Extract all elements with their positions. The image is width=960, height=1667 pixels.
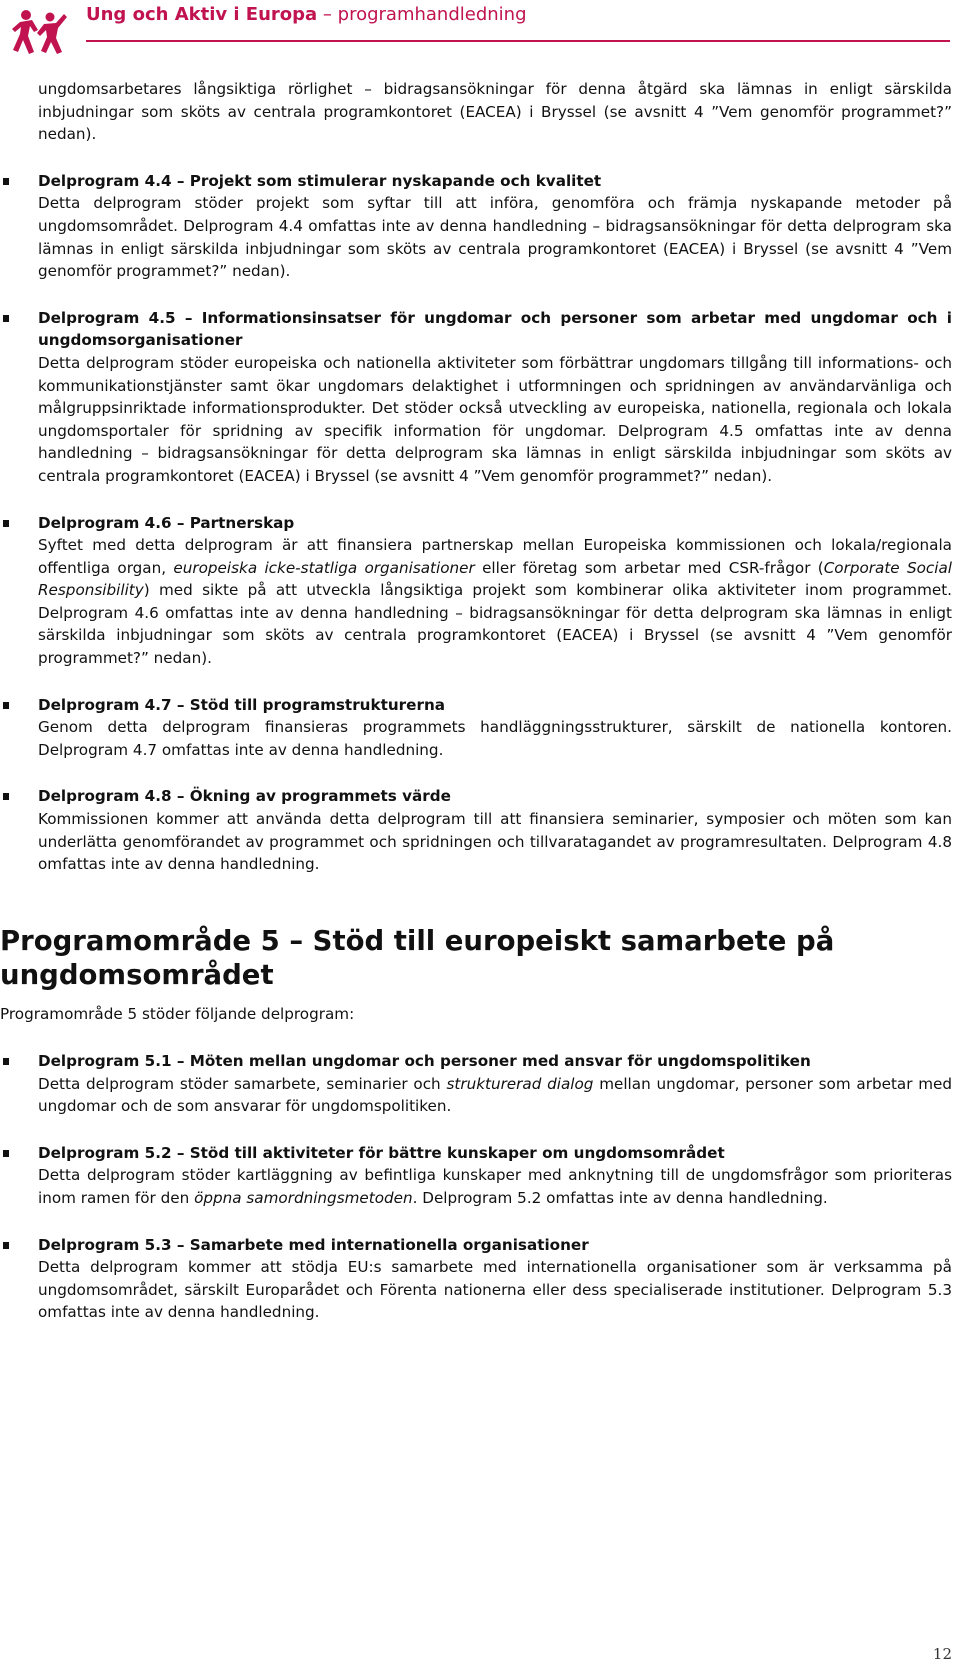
item-title: Delprogram 5.2 – Stöd till aktiviteter för bättre kunskaper om ungdomsområdet: [38, 1143, 725, 1162]
list-item: [38, 694, 952, 762]
bullet-icon: [3, 178, 9, 185]
document-body-part-2: [38, 1050, 952, 1324]
section-intro: Programområde 5 stöder följande delprogram:: [0, 1005, 355, 1023]
item-body: Syftet med detta delprogram är att finansiera partnerskap mellan Europeiska kommissionen och lokala/regionala offentliga organ, europeiska icke-statliga organisationer eller företag som arbetar med CSR-frågor (Corporate Social Responsibility) med sikte på att utveckla långsiktiga projekt som kombinerar olika aktiviteter inom programmet. Delprogram 4.6 omfattas inte av denna handledning – bidragsansökningar för detta delprogram ska lämnas in enligt särskilda inbjudningar som sköts av centrala programkontoret (EACEA) i Bryssel (se avsnitt 4 ”Vem genomför programmet?” nedan).: [38, 536, 952, 668]
item-title: Delprogram 4.4 – Projekt som stimulerar nyskapande och kvalitet: [38, 171, 602, 190]
list-item: [38, 785, 952, 875]
item-title: Delprogram 5.3 – Samarbete med internationella organisationer: [38, 1235, 589, 1254]
item-body: Detta delprogram stöder kartläggning av befintliga kunskaper med anknytning till de ungdomsfrågor som prioriteras inom ramen för den öppna samordningsmetoden. Delprogram 5.2 omfattas inte av denna handledning.: [38, 1166, 952, 1207]
bullet-icon: [3, 793, 9, 800]
item-body: Detta delprogram stöder europeiska och nationella aktiviteter som förbättrar ungdomars tillgång till informations- och kommunikationstjänster samt ökar ungdomars delaktighet i utformningen och spridningen av användarvänliga och målgruppsinriktade informationsprodukter. Det stöder också utveckling av europeiska, nationella, regionala och lokala ungdomsportaler för spridning av specifik information för ungdomar. Delprogram 4.5 omfattas inte av denna handledning – bidragsansökningar för detta delprogram ska lämnas in enligt särskilda inbjudningar som sköts av centrala programkontoret (EACEA) i Bryssel (se avsnitt 4 ”Vem genomför programmet?” nedan).: [38, 353, 952, 485]
section-heading: Programområde 5 – Stöd till europeiskt samarbete på ungdomsområdet: [0, 925, 835, 991]
list-item: [38, 512, 952, 670]
item-body: Detta delprogram stöder projekt som syftar till att införa, genomföra och främja nyskapande metoder på ungdomsområdet. Delprogram 4.4 omfattas inte av denna handledning – bidragsansökningar för detta delprogram ska lämnas in enligt särskilda inbjudningar som sköts av centrala programkontoret (EACEA) i Bryssel (se avsnitt 4 ”Vem genomför programmet?” nedan).: [38, 194, 952, 281]
list-item: [38, 1142, 952, 1210]
bullet-icon: [3, 315, 9, 322]
item-body: Detta delprogram stöder samarbete, seminarier och strukturerad dialog mellan ungdomar, personer som arbetar med ungdomar och de som ansvarar för ungdomspolitiken.: [38, 1074, 952, 1116]
list-item: [38, 1050, 952, 1118]
item-title: Delprogram 4.6 – Partnerskap: [38, 513, 295, 532]
header-title: Ung och Aktiv i Europa – programhandledning: [86, 4, 527, 25]
bullet-icon: [3, 520, 9, 527]
document-body-part-1: [38, 78, 952, 876]
item-body: Kommissionen kommer att använda detta delprogram till att finansiera seminarier, symposier och möten som kan underlätta genomförandet av programmet och spridningen och tillvaratagandet av programresultaten. Delprogram 4.8 omfattas inte av denna handledning.: [38, 810, 952, 874]
intro-paragraph: ungdomsarbetares långsiktiga rörlighet – bidragsansökningar för denna åtgärd ska lämnas in enligt särskilda inbjudningar som sköts av centrala programkontoret (EACEA) i Bryssel (se avsnitt 4 ”Vem genomför programmet?” nedan).: [38, 80, 952, 144]
item-title: Delprogram 4.8 – Ökning av programmets värde: [38, 787, 451, 806]
item-title: Delprogram 5.1 – Möten mellan ungdomar och personer med ansvar för ungdomspolitiken: [38, 1052, 811, 1070]
bullet-icon: [3, 1058, 9, 1065]
page-number: 12: [932, 1645, 952, 1663]
item-body: Genom detta delprogram finansieras programmets handläggningsstrukturer, särskilt de nationella kontoren. Delprogram 4.7 omfattas inte av denna handledning.: [38, 718, 952, 759]
item-title: Delprogram 4.5 – Informationsinsatser för ungdomar och personer som arbetar med ungdomar och i ungdomsorganisationer: [38, 308, 952, 350]
header-divider: [86, 40, 950, 42]
item-body: Detta delprogram kommer att stödja EU:s samarbete med internationella organisationer som är verksamma på ungdomsområdet, särskilt Europarådet och Förenta nationerna eller dess specialiserade institutioner. Delprogram 5.3 omfattas inte av denna handledning.: [38, 1258, 952, 1322]
bullet-icon: [3, 1242, 9, 1249]
page-header: [0, 0, 960, 60]
bullet-icon: [3, 1150, 9, 1157]
bullet-icon: [3, 702, 9, 709]
list-item: [38, 307, 952, 488]
list-item: [38, 170, 952, 283]
list-item: [38, 1234, 952, 1324]
item-title: Delprogram 4.7 – Stöd till programstrukturerna: [38, 695, 446, 714]
people-logo-icon: [12, 6, 68, 56]
